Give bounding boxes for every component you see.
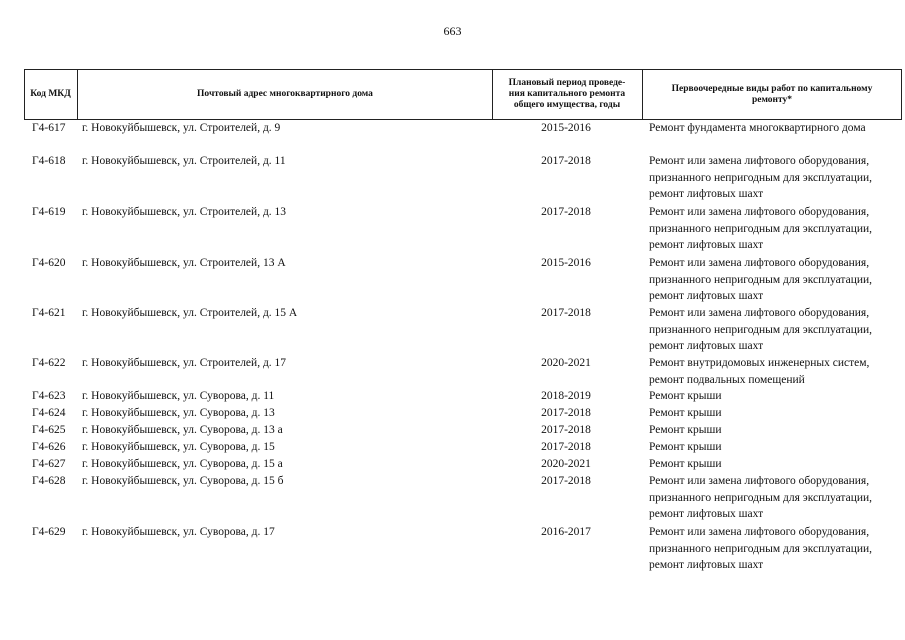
priority-works-line: признанного непригодным для эксплуатации, [649, 222, 873, 235]
priority-works-line: ремонт лифтовых шахт [649, 340, 764, 352]
priority-works-line: ремонт лифтовых шахт [649, 239, 764, 251]
header-address: Почтовый адрес многоквартирного дома [197, 89, 373, 99]
header-period-line: Плановый период проведе- [508, 78, 626, 88]
header-code: Код МКД [30, 89, 71, 99]
postal-address: г. Новокуйбышевск, ул. Суворова, д. 15 б [82, 475, 284, 487]
priority-works [649, 422, 905, 439]
priority-works-line: Ремонт или замена лифтового оборудования, [649, 475, 870, 487]
priority-works-line: Ремонт или замена лифтового оборудования, [649, 307, 870, 319]
postal-address: г. Новокуйбышевск, ул. Суворова, д. 11 [82, 390, 275, 402]
postal-address: г. Новокуйбышевск, ул. Суворова, д. 15 [82, 441, 275, 453]
planned-period: 2017-2018 [541, 424, 591, 436]
priority-works-line: ремонт подвальных помещений [649, 373, 805, 386]
page-number: 663 [443, 24, 462, 38]
priority-works-line: Ремонт или замена лифтового оборудования, [649, 155, 870, 167]
header-works [643, 70, 901, 119]
mkd-code: Г4-621 [32, 307, 66, 319]
postal-address: г. Новокуйбышевск, ул. Суворова, д. 13 а [82, 424, 283, 436]
priority-works-line: Ремонт крыши [649, 407, 722, 419]
postal-address: г. Новокуйбышевск, ул. Строителей, д. 15 А [82, 307, 298, 319]
priority-works-line: Ремонт крыши [649, 424, 722, 436]
mkd-code: Г4-618 [32, 155, 66, 167]
planned-period: 2020-2021 [541, 458, 591, 470]
postal-address: г. Новокуйбышевск, ул. Суворова, д. 17 [82, 526, 275, 538]
mkd-code: Г4-620 [32, 257, 66, 269]
mkd-code: Г4-626 [32, 441, 66, 453]
priority-works [649, 204, 905, 254]
postal-address: г. Новокуйбышевск, ул. Строителей, 13 А [82, 257, 286, 269]
mkd-code: Г4-619 [32, 206, 66, 218]
priority-works-line: признанного непригодным для эксплуатации, [649, 542, 873, 555]
postal-address: г. Новокуйбышевск, ул. Строителей, д. 11 [82, 155, 286, 167]
postal-address: г. Новокуйбышевск, ул. Суворова, д. 13 [82, 407, 275, 419]
priority-works-line: ремонт лифтовых шахт [649, 290, 764, 302]
postal-address: г. Новокуйбышевск, ул. Суворова, д. 15 а [82, 458, 283, 470]
priority-works [649, 473, 905, 523]
postal-address: г. Новокуйбышевск, ул. Строителей, д. 13 [82, 206, 287, 218]
mkd-code: Г4-622 [32, 357, 66, 369]
planned-period: 2017-2018 [541, 307, 591, 319]
planned-period: 2017-2018 [541, 206, 591, 218]
planned-period: 2018-2019 [541, 390, 591, 402]
mkd-code: Г4-623 [32, 390, 66, 402]
priority-works-line: Ремонт или замена лифтового оборудования, [649, 257, 870, 269]
priority-works [649, 255, 905, 305]
mkd-code: Г4-624 [32, 407, 66, 419]
priority-works [649, 405, 905, 422]
priority-works-line: Ремонт внутридомовых инженерных систем, [649, 357, 870, 369]
priority-works-line: Ремонт или замена лифтового оборудования, [649, 526, 870, 538]
priority-works-line: ремонт лифтовых шахт [649, 508, 764, 520]
priority-works [649, 355, 905, 388]
priority-works-line: Ремонт или замена лифтового оборудования, [649, 206, 870, 218]
priority-works-line: признанного непригодным для эксплуатации, [649, 171, 873, 184]
priority-works-line: признанного непригодным для эксплуатации, [649, 323, 873, 336]
priority-works-line: Ремонт крыши [649, 458, 722, 470]
priority-works-line: ремонт лифтовых шахт [649, 188, 764, 200]
mkd-code: Г4-617 [32, 122, 66, 134]
header-works-line: Первоочередные виды работ по капитальному [671, 83, 873, 94]
mkd-code: Г4-629 [32, 526, 66, 538]
priority-works [649, 456, 905, 473]
mkd-code: Г4-625 [32, 424, 66, 436]
priority-works-line: признанного непригодным для эксплуатации, [649, 491, 873, 504]
planned-period: 2017-2018 [541, 441, 591, 453]
priority-works [649, 120, 905, 137]
priority-works [649, 524, 905, 574]
planned-period: 2017-2018 [541, 475, 591, 487]
priority-works [649, 153, 905, 203]
header-works-line: ремонту* [751, 94, 793, 105]
priority-works-line: Ремонт крыши [649, 390, 722, 402]
mkd-code: Г4-628 [32, 475, 66, 487]
priority-works-line: Ремонт крыши [649, 441, 722, 453]
priority-works-line: Ремонт фундамента многоквартирного дома [649, 122, 866, 134]
planned-period: 2020-2021 [541, 357, 591, 369]
priority-works [649, 439, 905, 456]
header-period [492, 70, 642, 119]
planned-period: 2015-2016 [541, 122, 591, 134]
postal-address: г. Новокуйбышевск, ул. Строителей, д. 9 [82, 122, 281, 134]
planned-period: 2015-2016 [541, 257, 591, 269]
planned-period: 2016-2017 [541, 526, 591, 538]
priority-works [649, 305, 905, 355]
planned-period: 2017-2018 [541, 155, 591, 167]
planned-period: 2017-2018 [541, 407, 591, 419]
mkd-code: Г4-627 [32, 458, 66, 470]
priority-works-line: ремонт лифтовых шахт [649, 559, 764, 571]
priority-works [649, 388, 905, 405]
priority-works-line: признанного непригодным для эксплуатации, [649, 273, 873, 286]
header-divider [901, 70, 902, 119]
header-period-line: общего имущества, годы [513, 100, 621, 110]
header-period-line: ния капитального ремонта [508, 89, 626, 99]
postal-address: г. Новокуйбышевск, ул. Строителей, д. 17 [82, 357, 287, 369]
